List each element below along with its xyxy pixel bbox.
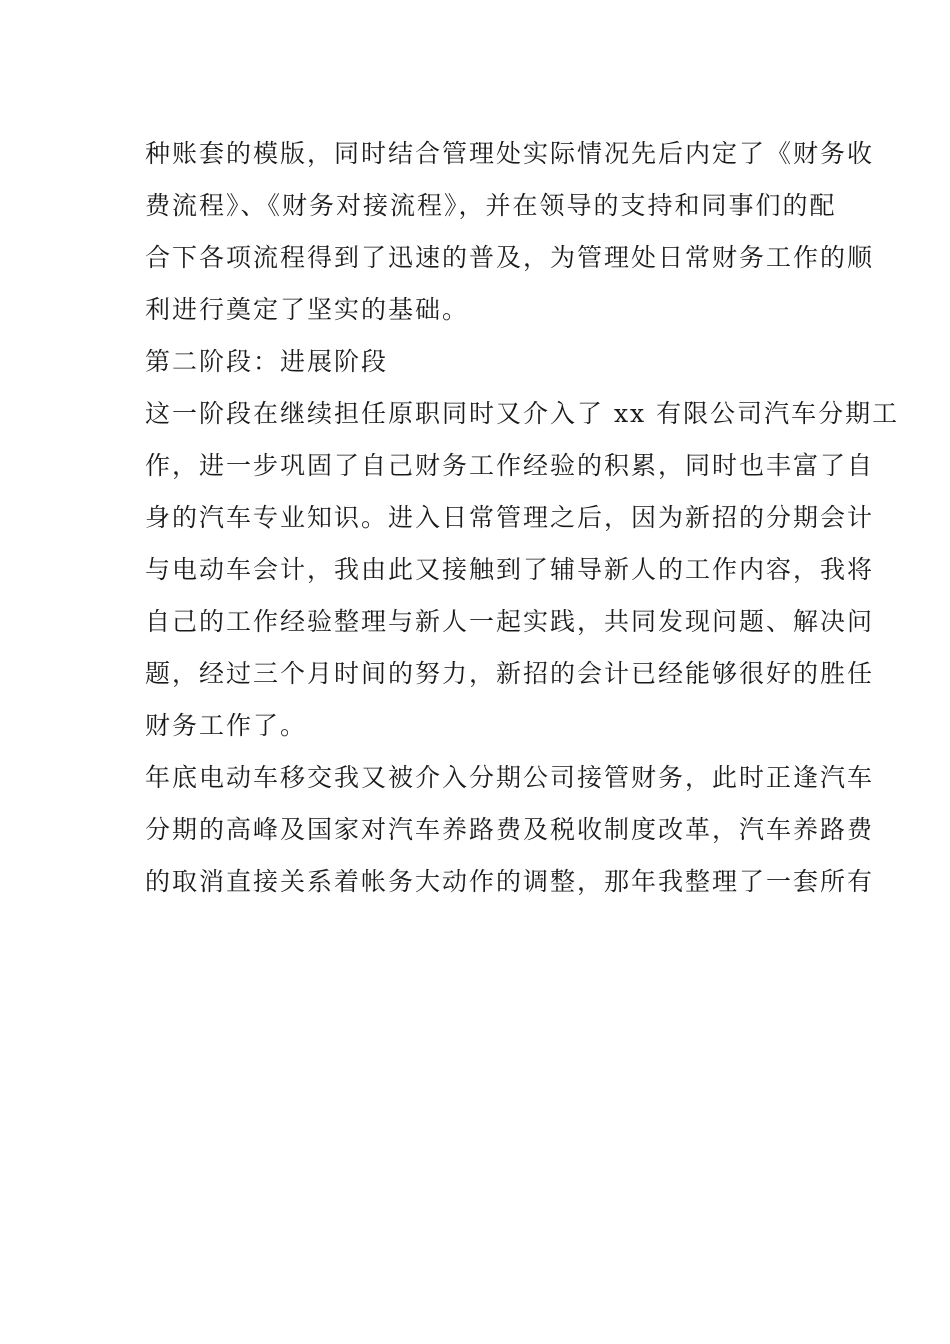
text-line: 的取消直接关系着帐务大动作的调整，那年我整理了一套所有 [145, 867, 875, 896]
text-line: 题，经过三个月时间的努力，新招的会计已经能够很好的胜任 [145, 659, 875, 688]
text-line: 与电动车会计，我由此又接触到了辅导新人的工作内容，我将 [145, 555, 875, 584]
section-heading: 第二阶段：进展阶段 [145, 347, 389, 376]
text-line: 种账套的模版，同时结合管理处实际情况先后内定了《财务收 [145, 139, 875, 168]
text-line: 这一阶段在继续担任原职同时又介入了 xx 有限公司汽车分期工 [145, 399, 900, 428]
text-line: 分期的高峰及国家对汽车养路费及税收制度改革，汽车养路费 [145, 815, 875, 844]
text-line: 利进行奠定了坚实的基础。 [145, 295, 470, 324]
text-line: 自己的工作经验整理与新人一起实践，共同发现问题、解决问 [145, 607, 875, 636]
text-line: 年底电动车移交我又被介入分期公司接管财务，此时正逢汽车 [145, 763, 875, 792]
text-line: 作，进一步巩固了自己财务工作经验的积累，同时也丰富了自 [145, 451, 875, 480]
text-line: 财务工作了。 [145, 711, 308, 740]
text-line: 身的汽车专业知识。进入日常管理之后，因为新招的分期会计 [145, 503, 875, 532]
body-text [145, 128, 900, 908]
text-line: 费流程》、《财务对接流程》，并在领导的支持和同事们的配 [145, 191, 837, 220]
text-line: 合下各项流程得到了迅速的普及，为管理处日常财务工作的顺 [145, 243, 875, 272]
